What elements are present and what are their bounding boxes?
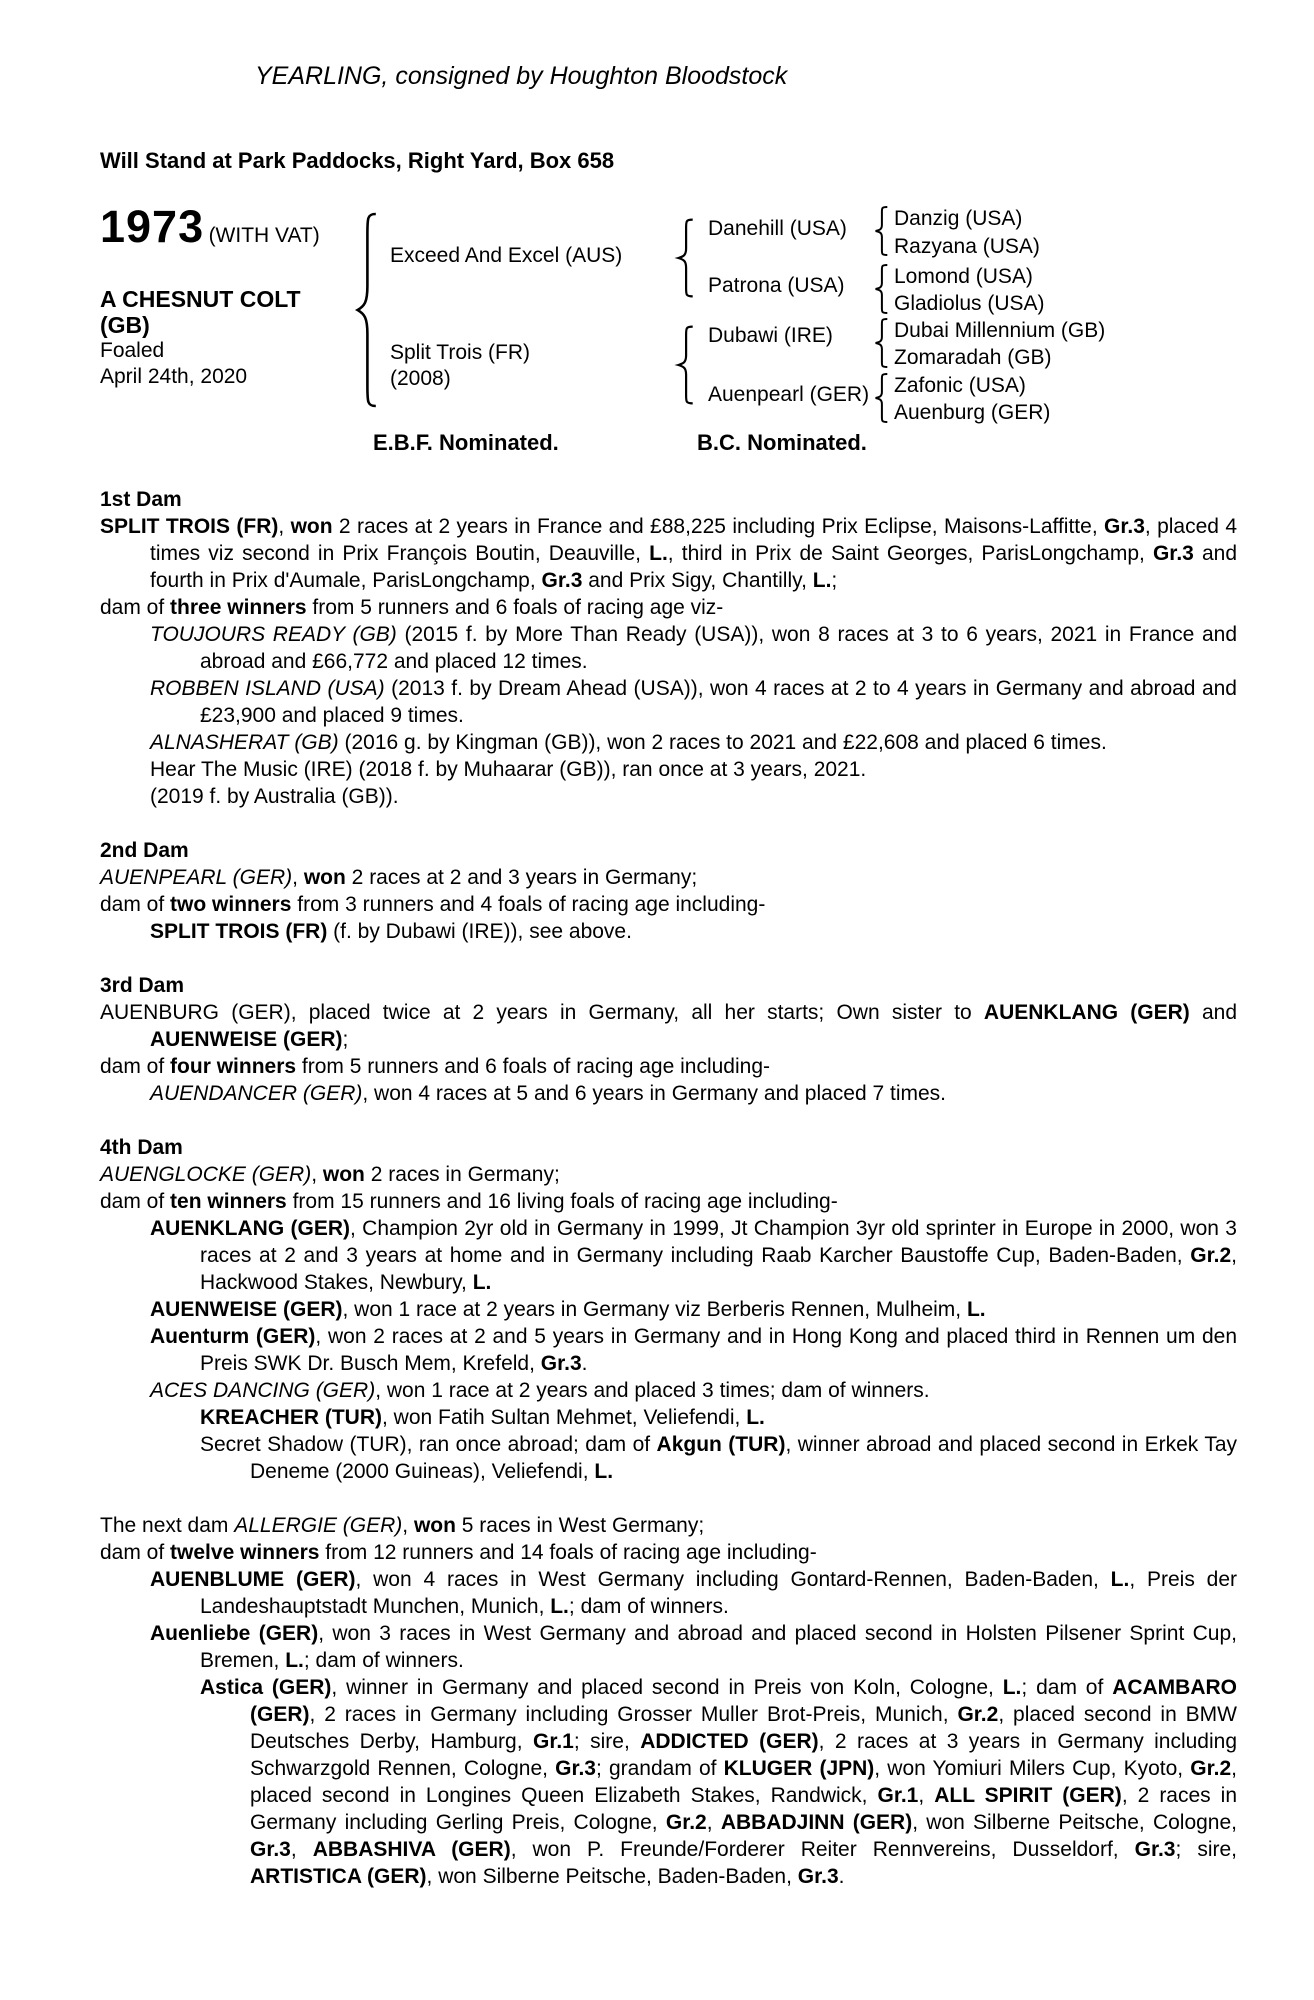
lot-number: 1973 <box>100 201 205 252</box>
pedigree-brace-gp1-icon <box>872 206 890 256</box>
pedigree-paragraph: (2019 f. by Australia (GB)). <box>150 785 399 808</box>
foaled-date: April 24th, 2020 <box>100 365 248 388</box>
dam-dam-name: Auenpearl (GER) <box>708 383 870 406</box>
pedigree-brace-main-icon <box>352 210 380 410</box>
pedigree-paragraph: SPLIT TROIS (FR), won 2 races at 2 years in France and £88,225 including Prix Eclipse, Maisons-Laffitte, Gr.3, placed 4 times viz second in Prix François Boutin, Deauville, L., third in Prix de Saint Georges, ParisLongchamp, Gr.3 and fourth in Prix d'Aumale, ParisLongchamp, Gr.3 and Prix Sigy, Chantilly, L.; <box>100 515 1237 592</box>
stand-location: Will Stand at Park Paddocks, Right Yard, Box 658 <box>100 148 615 173</box>
pedigree-paragraph: Auenturm (GER), won 2 races at 2 and 5 years in Germany and in Hong Kong and placed third in Rennen um den Preis SWK Dr. Busch Mem, Krefeld, Gr.3. <box>150 1325 1237 1375</box>
pedigree-paragraph: SPLIT TROIS (FR) (f. by Dubawi (IRE)), see above. <box>150 920 632 943</box>
pedigree-paragraph: AUENBLUME (GER), won 4 races in West Germany including Gontard-Rennen, Baden-Baden, L., Preis der Landeshauptstadt Munchen, Munich, L.; dam of winners. <box>150 1568 1237 1618</box>
gp-name: Gladiolus (USA) <box>894 292 1045 315</box>
gp-name: Auenburg (GER) <box>894 401 1051 424</box>
pedigree-paragraph: ACES DANCING (GER), won 1 race at 2 years and placed 3 times; dam of winners. <box>150 1379 930 1402</box>
gp-name: Zomaradah (GB) <box>894 346 1052 369</box>
pedigree-paragraph: AUENBURG (GER), placed twice at 2 years in Germany, all her starts; Own sister to AUENKLANG (GER) and AUENWEISE (GER); <box>100 1001 1237 1051</box>
pedigree-brace-dam-icon <box>674 325 696 405</box>
pedigree-paragraph: AUENPEARL (GER), won 2 races at 2 and 3 years in Germany; <box>100 866 698 889</box>
pedigree-paragraph: dam of two winners from 3 runners and 4 foals of racing age including- <box>100 893 766 916</box>
sire-dam-name: Patrona (USA) <box>708 274 845 297</box>
pedigree-brace-gp2-icon <box>872 264 890 314</box>
bc-nomination: B.C. Nominated. <box>697 430 867 455</box>
pedigree-paragraph: Secret Shadow (TUR), ran once abroad; dam of Akgun (TUR), winner abroad and placed second in Erkek Tay Deneme (2000 Guineas), Veliefendi, L. <box>200 1433 1238 1483</box>
section-heading: 3rd Dam <box>100 974 185 997</box>
pedigree-paragraph: ROBBEN ISLAND (USA) (2013 f. by Dream Ahead (USA)), won 4 races at 2 to 4 years in Germany and abroad and £23,900 and placed 9 times. <box>150 677 1237 727</box>
dam-year: (2008) <box>390 367 451 390</box>
gp-name: Lomond (USA) <box>894 265 1033 288</box>
pedigree-paragraph: Hear The Music (IRE) (2018 f. by Muhaarar (GB)), ran once at 3 years, 2021. <box>150 758 867 781</box>
horse-name: A CHESNUT COLT <box>100 286 301 312</box>
pedigree-paragraph: dam of twelve winners from 12 runners and 14 foals of racing age including- <box>100 1541 817 1564</box>
vat-note: (WITH VAT) <box>208 224 320 247</box>
section-heading: 1st Dam <box>100 488 182 511</box>
pedigree-brace-gp4-icon <box>872 373 890 423</box>
foaled-label: Foaled <box>100 339 165 362</box>
lot-line <box>100 201 320 252</box>
pedigree-paragraph: dam of three winners from 5 runners and 6 foals of racing age viz- <box>100 596 724 619</box>
pedigree-paragraph: AUENKLANG (GER), Champion 2yr old in Germany in 1999, Jt Champion 3yr old sprinter in Europe in 2000, won 3 races at 2 and 3 years at home and in Germany including Raab Karcher Baustoffe Cup, Baden-Baden, Gr.2, Hackwood Stakes, Newbury, L. <box>150 1217 1237 1294</box>
pedigree-brace-sire-icon <box>674 218 696 298</box>
gp-name: Zafonic (USA) <box>894 374 1026 397</box>
dam-name: Split Trois (FR) <box>390 341 531 364</box>
pedigree-brace-gp3-icon <box>872 318 890 368</box>
section-heading: 2nd Dam <box>100 839 189 862</box>
pedigree-paragraph: AUENDANCER (GER), won 4 races at 5 and 6 years in Germany and placed 7 times. <box>150 1082 947 1105</box>
pedigree-paragraph: ALNASHERAT (GB) (2016 g. by Kingman (GB)), won 2 races to 2021 and £22,608 and placed 6 times. <box>150 731 1107 754</box>
page-title: YEARLING, consigned by Houghton Bloodstock <box>255 62 788 90</box>
pedigree-paragraph: AUENWEISE (GER), won 1 race at 2 years in Germany viz Berberis Rennen, Mulheim, L. <box>150 1298 986 1321</box>
pedigree-text-body <box>100 486 1237 1890</box>
gp-name: Danzig (USA) <box>894 207 1023 230</box>
pedigree-paragraph: dam of four winners from 5 runners and 6 foals of racing age including- <box>100 1055 770 1078</box>
sire-name: Exceed And Excel (AUS) <box>390 244 623 267</box>
pedigree-paragraph: Auenliebe (GER), won 3 races in West Germany and abroad and placed second in Holsten Pilsener Sprint Cup, Bremen, L.; dam of winners. <box>150 1622 1237 1672</box>
horse-country-suffix: (GB) <box>100 312 150 338</box>
gp-name: Razyana (USA) <box>894 235 1040 258</box>
sire-sire-name: Danehill (USA) <box>708 217 847 240</box>
ebf-nomination: E.B.F. Nominated. <box>373 430 559 455</box>
pedigree-paragraph: TOUJOURS READY (GB) (2015 f. by More Than Ready (USA)), won 8 races at 3 to 6 years, 2021 in France and abroad and £66,772 and placed 12 times. <box>150 623 1237 673</box>
pedigree-paragraph: KREACHER (TUR), won Fatih Sultan Mehmet, Veliefendi, L. <box>200 1406 765 1429</box>
pedigree-paragraph: The next dam ALLERGIE (GER), won 5 races in West Germany; <box>100 1514 705 1537</box>
section-heading: 4th Dam <box>100 1136 183 1159</box>
dam-sire-name: Dubawi (IRE) <box>708 324 833 347</box>
pedigree-paragraph: AUENGLOCKE (GER), won 2 races in Germany; <box>100 1163 560 1186</box>
pedigree-paragraph: Astica (GER), winner in Germany and placed second in Preis von Koln, Cologne, L.; dam of ACAMBARO (GER), 2 races in Germany including Grosser Muller Brot-Preis, Munich, Gr.2, placed second in BMW Deutsches Derby, Hamburg, Gr.1; sire, ADDICTED (GER), 2 races at 3 years in Germany including Schwarzgold Rennen, Cologne, Gr.3; grandam of KLUGER (JPN), won Yomiuri Milers Cup, Kyoto, Gr.2, placed second in Longines Queen Elizabeth Stakes, Randwick, Gr.1, ALL SPIRIT (GER), 2 races in Germany including Gerling Preis, Cologne, Gr.2, ABBADJINN (GER), won Silberne Peitsche, Cologne, Gr.3, ABBASHIVA (GER), won P. Freunde/Forderer Reiter Rennvereins, Dusseldorf, Gr.3; sire, ARTISTICA (GER), won Silberne Peitsche, Baden-Baden, Gr.3. <box>200 1676 1238 1888</box>
pedigree-paragraph: dam of ten winners from 15 runners and 16 living foals of racing age including- <box>100 1190 838 1213</box>
gp-name: Dubai Millennium (GB) <box>894 319 1106 342</box>
